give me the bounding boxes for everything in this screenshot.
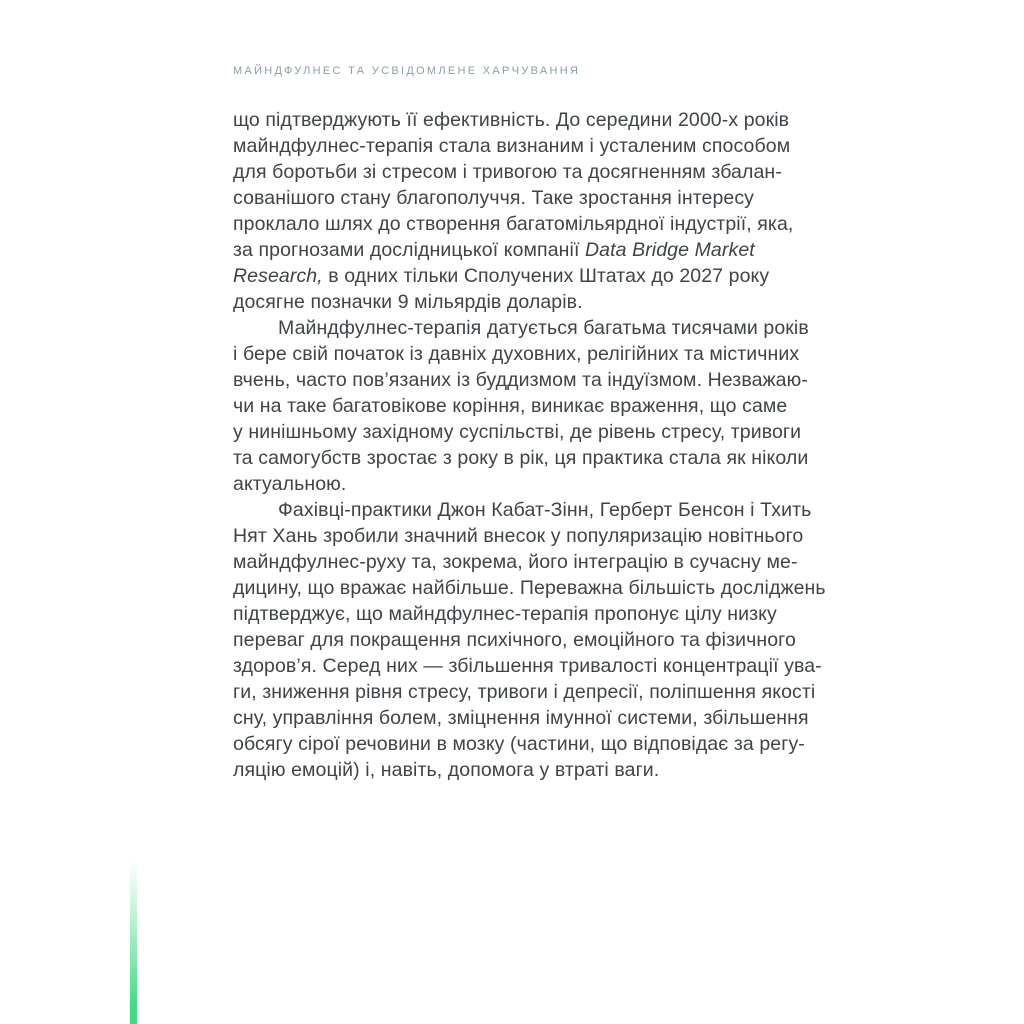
text-line: обсягу сірої речовини в мозку (частини, що відповідає за регу- — [233, 733, 805, 755]
paragraph — [233, 107, 873, 315]
text-line: та самогубств зростає з року в рік, ця практика стала як ніколи — [233, 447, 809, 469]
text-line: сованішого стану благополуччя. Таке зростання інтересу — [233, 187, 755, 209]
page-edge-accent-stripe — [130, 860, 137, 1024]
paragraph — [233, 497, 873, 783]
body-text — [233, 107, 873, 783]
text-line: досягне позначки 9 мільярдів доларів. — [233, 291, 583, 313]
text-line: Майндфулнес-терапія датується багатьма тисячами років — [278, 317, 809, 339]
text-line: що підтверджують її ефективність. До середини 2000-х років — [233, 109, 790, 131]
running-header: МАЙНДФУЛНЕС ТА УСВІДОМЛЕНЕ ХАРЧУВАННЯ — [233, 65, 581, 77]
paragraph — [233, 315, 873, 497]
text-line: переваг для покращення психічного, емоційного та фізичного — [233, 629, 796, 651]
text-line: проклало шлях до створення багатомільярдної індустрії, яка, — [233, 213, 794, 235]
text-line: вчень, часто пов’язаних із буддизмом та індуїзмом. Незважаю- — [233, 369, 808, 391]
text-line: чи на таке багатовікове коріння, виникає враження, що саме — [233, 395, 788, 417]
text-line: ляцію емоцій) і, навіть, допомога у втраті ваги. — [233, 759, 660, 781]
text-line: сну, управління болем, зміцнення імунної системи, збільшення — [233, 707, 809, 729]
text-line: ги, зниження рівня стресу, тривоги і депресії, поліпшення якості — [233, 681, 816, 703]
text-line: актуальною. — [233, 473, 347, 495]
text-line: і бере свій початок із давніх духовних, релігійних та містичних — [233, 343, 800, 365]
text-line: майндфулнес-руху та, зокрема, його інтеграцію в сучасну ме- — [233, 551, 798, 573]
text-line: майндфулнес-терапія стала визнаним і усталеним способом — [233, 135, 791, 157]
text-line: дицину, що вражає найбільше. Переважна більшість досліджень — [233, 577, 826, 599]
text-line: у нинішньому західному суспільстві, де рівень стресу, тривоги — [233, 421, 802, 443]
text-line: Фахівці-практики Джон Кабат-Зінн, Герберт Бенсон і Тхить — [278, 499, 812, 521]
text-line: Нят Хань зробили значний внесок у популяризацію новітнього — [233, 525, 804, 547]
text-line: за прогнозами дослідницької компанії Data Bridge Market — [233, 239, 755, 261]
text-line: підтверджує, що майндфулнес-терапія пропонує цілу низку — [233, 603, 777, 625]
text-line: здоров’я. Серед них — збільшення тривалості концентрації ува- — [233, 655, 822, 677]
text-line: Research, в одних тільки Сполучених Штатах до 2027 року — [233, 265, 770, 287]
text-line: для боротьби зі стресом і тривогою та досягненням збалан- — [233, 161, 782, 183]
